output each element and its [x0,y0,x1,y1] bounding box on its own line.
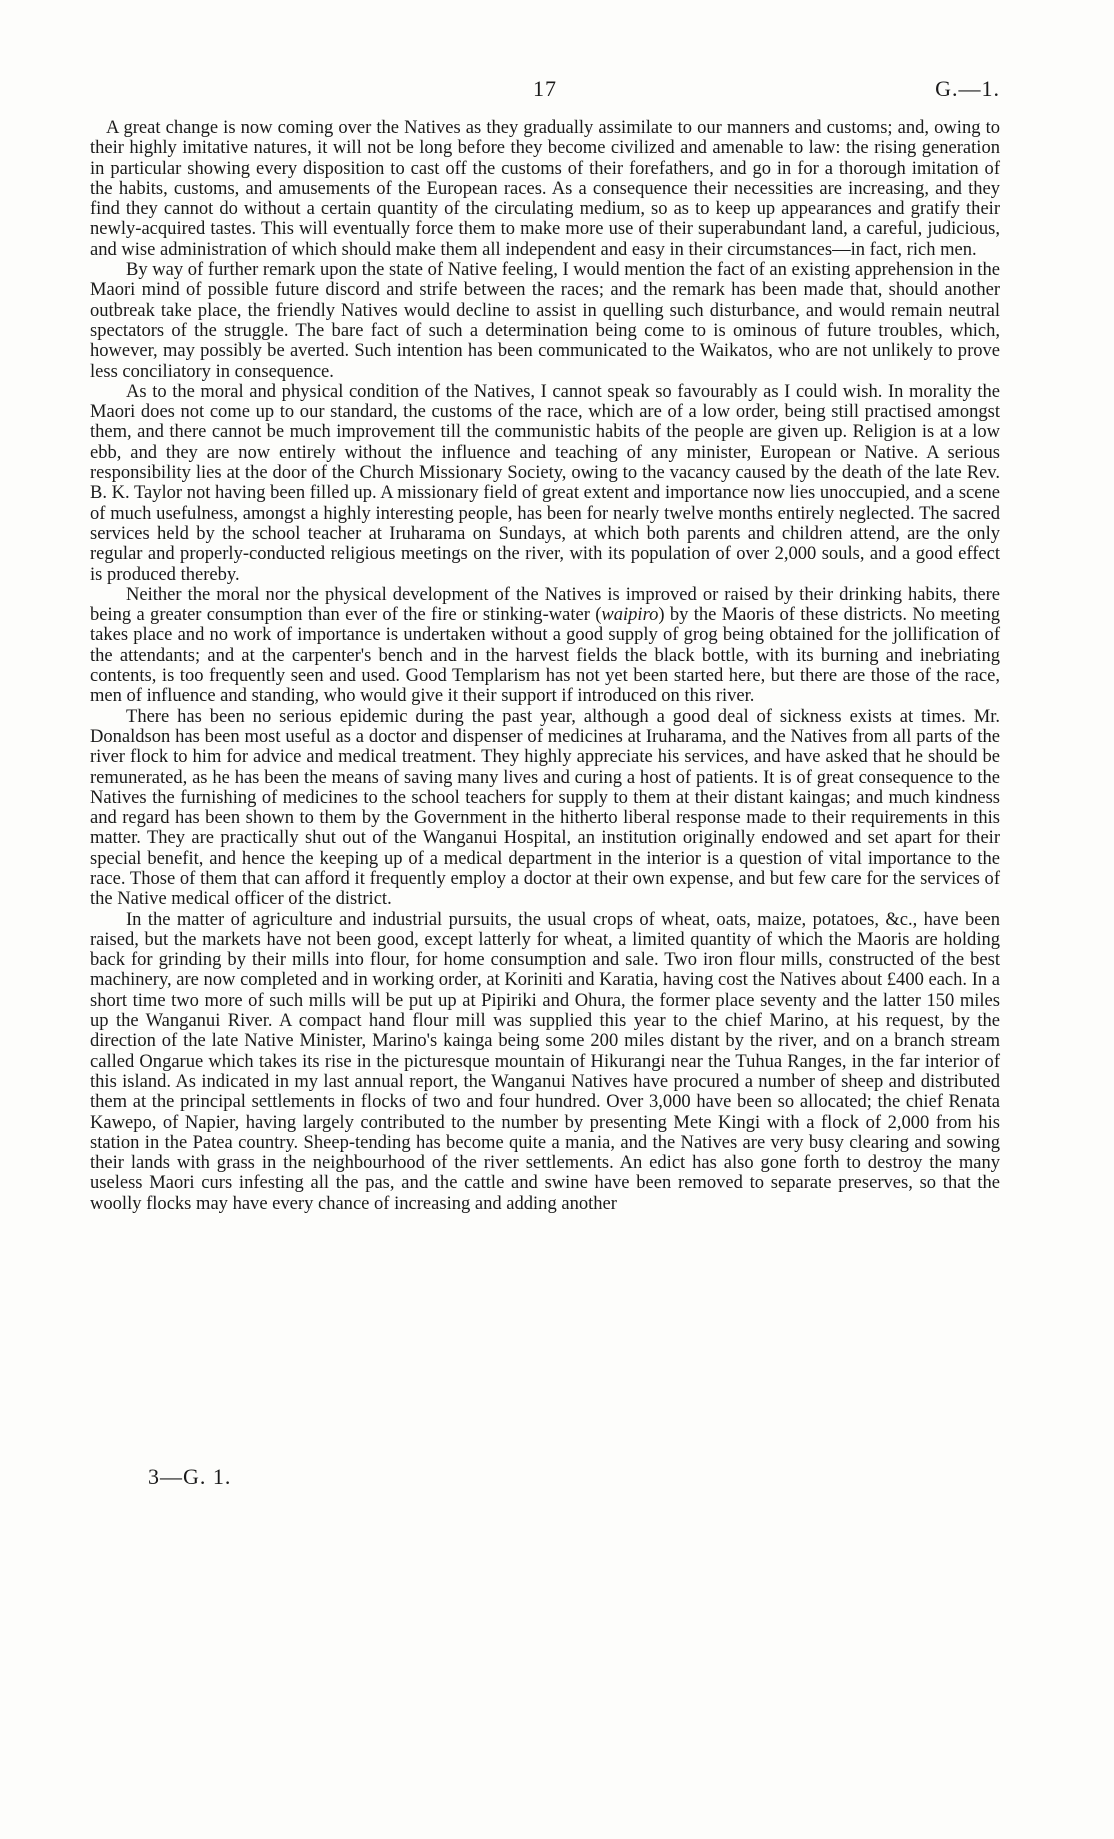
waipiro-term: waipiro [601,604,659,626]
paragraph-native-change: A great change is now coming over the Natives as they gradually assimilate to our manners and customs; and, owing to their highly imitative natures, it will not be long before they become civilized and amenable to law: the rising generation in particular showing every disposition to cast off the customs of their forefathers, and go in for a thorough imitation of the habits, customs, and amusements of the European races. As a consequence their necessities are increasing, and they find they cannot do without a certain quantity of the circulating medium, so as to keep up appearances and gratify their newly-acquired tastes. This will eventually force them to make more use of their superabundant land, a careful, judicious, and wise administration of which should make them all independent and easy in their circumstances—in fact, rich men. [90,117,1000,260]
paragraph-agriculture: In the matter of agriculture and industrial pursuits, the usual crops of wheat, oats, maize, potatoes, &c., have been raised, but the markets have not been good, except latterly for wheat, a limited quantity of which the Maoris are holding back for grinding by their mills into flour, for home consumption and sale. Two iron flour mills, constructed of the best machinery, are now completed and in working order, at Koriniti and Karatia, having cost the Natives about £400 each. In a short time two more of such mills will be put up at Pipiriki and Ohura, the former place seventy and the latter 150 miles up the Wanganui River. A compact hand flour mill was supplied this year to the chief Marino, at his request, by the direction of the late Native Minister, Marino's kainga being some 200 miles distant by the river, and on a branch stream called Ongarue which takes its rise in the picturesque mountain of Hikurangi near the Tuhua Ranges, in the far interior of this island. As indicated in my last annual report, the Wanganui Natives have procured a number of sheep and distributed them at the principal settlements in flocks of two and four hundred. Over 3,000 have been so allocated; the chief Renata Kawepo, of Napier, having largely contributed to the number by presenting Mete Kingi with a flock of 2,000 from his station in the Patea country. Sheep-tending has become quite a mania, and the Natives are very busy clearing and sowing their lands with grass in the neighbourhood of the river settlements. An edict has also gone forth to destroy the many useless Maori curs infesting all the pas, and the cattle and swine have been removed to separate preserves, so that the woolly flocks may have every chance of increasing and adding another [90,908,1000,1214]
body-text [90,118,1000,1214]
page-number: 17 [533,76,557,101]
signature-mark: 3—G. 1. [148,1464,232,1489]
drinking-text-after: ) by the Maoris of these districts. No meeting takes place and no work of importance is undertaken without a good supply of grog being obtained for the jollification of the attendants; and at the carpenter's bench and in the harvest fields the black bottle, with its burning and inebriating contents, is too frequently seen and used. Good Templarism has not yet been started here, but there are those of the race, men of influence and standing, who would give it their support if introduced on this river. [90,604,1000,707]
paragraph-health: There has been no serious epidemic during the past year, although a good deal of sickness exists at times. Mr. Donaldson has been most useful as a doctor and dispenser of medicines at Iruharama, and the Natives from all parts of the river flock to him for advice and medical treatment. They highly appreciate his services, and have asked that he should be remunerated, as he has been the means of saving many lives and curing a host of patients. It is of great consequence to the Natives the furnishing of medicines to the school teachers for supply to them at their distant kaingas; and much kindness and regard has been shown to them by the Government in the hitherto liberal response made to their requirements in this matter. They are practically shut out of the Wanganui Hospital, an institution originally endowed and set apart for their special benefit, and hence the keeping up of a medical department in the interior is a question of vital importance to the race. Those of them that can afford it frequently employ a doctor at their own expense, and but few care for the services of the Native medical officer of the district. [90,705,1000,910]
page-header [90,76,1000,106]
paragraph-moral-condition: As to the moral and physical condition of the Natives, I cannot speak so favourably as I could wish. In morality the Maori does not come up to our standard, the customs of the race, which are of a low order, being still practised amongst them, and there cannot be much improvement till the communistic habits of the people are given up. Religion is at a low ebb, and they are now entirely without the influence and teaching of any minister, European or Native. A serious responsibility lies at the door of the Church Missionary Society, owing to the vacancy caused by the death of the late Rev. B. K. Taylor not having been filled up. A missionary field of great extent and importance now lies unoccupied, and a scene of much usefulness, amongst a highly interesting people, has been for nearly twelve months entirely neglected. The sacred services held by the school teacher at Iruharama on Sundays, at which both parents and children attend, are the only regular and properly-conducted religious meetings on the river, with its population of over 2,000 souls, and a good effect is produced thereby. [90,380,1000,585]
drinking-text-before: Neither the moral nor the physical development of the Natives is improved or raised by their drinking habits, there being a greater consumption than ever of the fire or stinking-water ( [90,583,1000,626]
paragraph-native-feeling: By way of further remark upon the state of Native feeling, I would mention the fact of an existing apprehension in the Maori mind of possible future discord and strife between the races; and the remark has been made that, should another outbreak take place, the friendly Natives would decline to assist in quelling such disturbance, and would remain neutral spectators of the struggle. The bare fact of such a determination being come to is ominous of future troubles, which, however, may possibly be averted. Such intention has been communicated to the Waikatos, who are not unlikely to prove less conciliatory in consequence. [90,259,1000,382]
paragraph-drinking-habits [90,585,1000,707]
document-reference: G.—1. [935,76,1000,101]
